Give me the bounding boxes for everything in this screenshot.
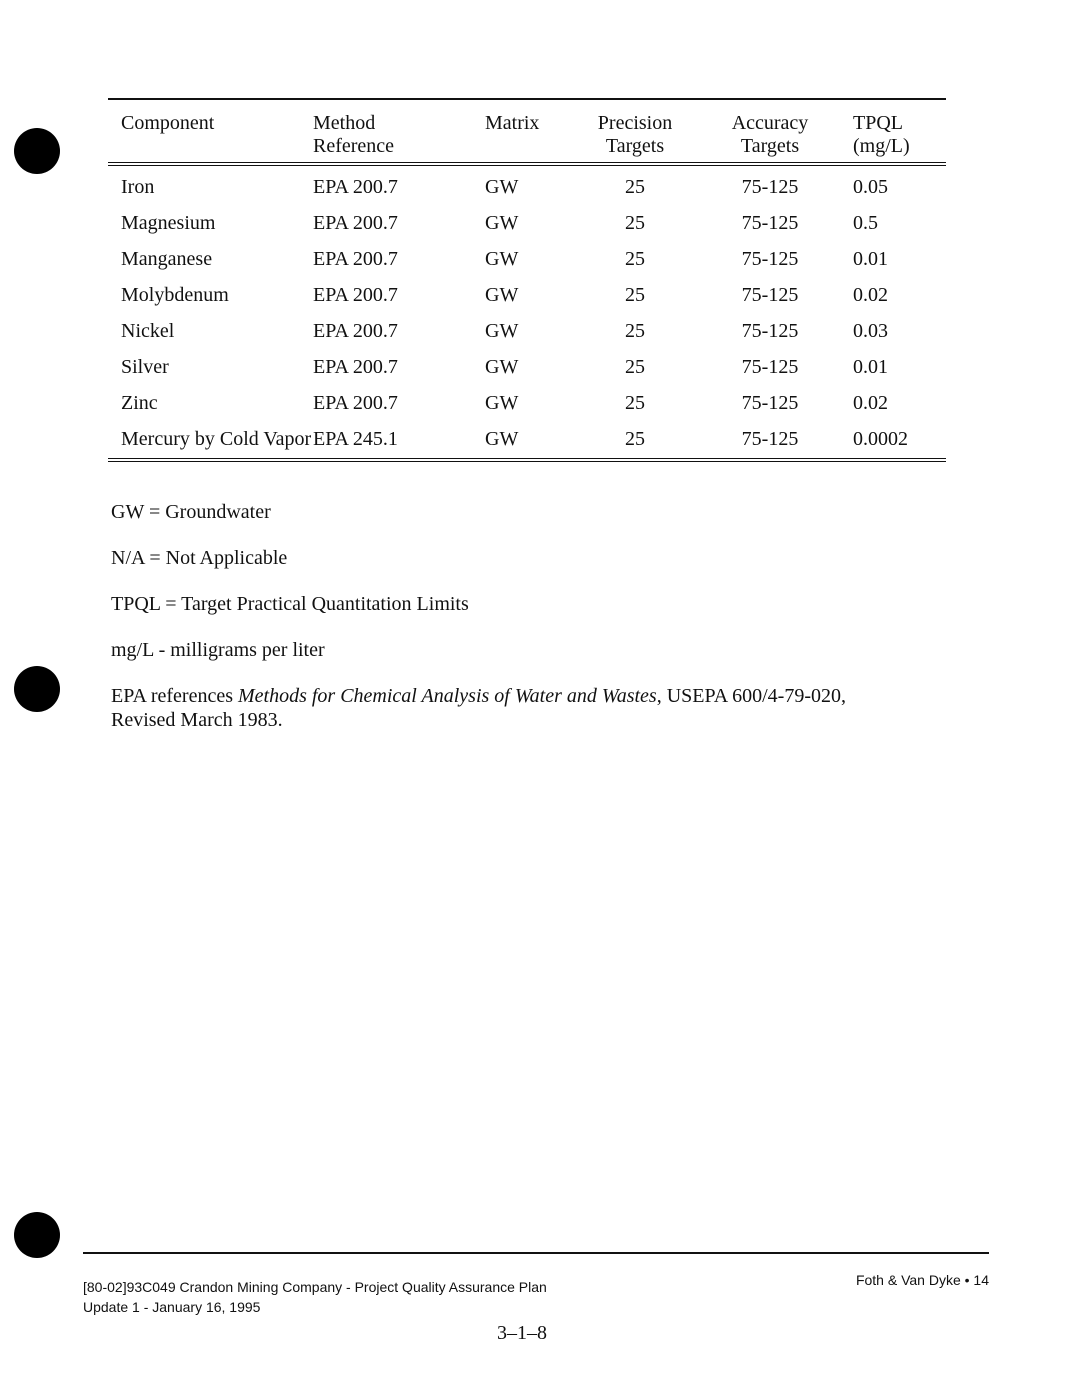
cell-component: Iron [121,176,155,198]
header-component: Component [121,112,215,134]
cell-method: EPA 200.7 [313,176,398,198]
cell-precision: 25 [625,356,645,378]
cell-precision: 25 [625,320,645,342]
cell-component: Nickel [121,320,175,342]
punch-hole [14,128,60,174]
punch-hole [14,1212,60,1258]
note-gw: GW = Groundwater [111,501,271,523]
cell-precision: 25 [625,428,645,450]
cell-component: Zinc [121,392,158,414]
cell-precision: 25 [625,392,645,414]
cell-tpql: 0.03 [853,320,888,342]
footer-update: Update 1 - January 16, 1995 [83,1299,261,1315]
cell-matrix: GW [485,428,519,450]
cell-matrix: GW [485,176,519,198]
cell-accuracy: 75-125 [741,176,799,198]
qa-targets-table [108,98,946,462]
cell-precision: 25 [625,248,645,270]
page-number: 3–1–8 [497,1322,547,1344]
header-tpql: TPQL (mg/L) [853,112,910,157]
punch-hole [14,666,60,712]
cell-method: EPA 200.7 [313,248,398,270]
cell-accuracy: 75-125 [741,392,799,414]
cell-method: EPA 200.7 [313,284,398,306]
cell-tpql: 0.01 [853,356,888,378]
header-matrix: Matrix [485,112,540,134]
cell-component: Mercury by Cold Vapor [121,428,312,450]
table-row [108,278,946,314]
header-method-reference: Method Reference [313,112,395,157]
cell-matrix: GW [485,356,519,378]
note-tpql: TPQL = Target Practical Quantitation Limits [111,593,469,615]
cell-matrix: GW [485,320,519,342]
footer-divider [83,1252,989,1254]
footer-company-page: Foth & Van Dyke • 14 [855,1272,989,1288]
note-mgl: mg/L - milligrams per liter [111,639,325,661]
note-epa-references [111,684,911,732]
table-row [108,350,946,386]
cell-tpql: 0.02 [853,392,888,414]
cell-method: EPA 200.7 [313,320,398,342]
header-precision-targets: Precision Targets [597,112,673,157]
table-row [108,206,946,242]
header-accuracy-targets: Accuracy Targets [731,112,809,157]
cell-method: EPA 200.7 [313,356,398,378]
table-row [108,164,946,206]
table-notes [111,500,911,732]
table-header-row [108,99,946,164]
table-row [108,242,946,278]
footer-doc-info [83,1277,547,1317]
cell-accuracy: 75-125 [741,356,799,378]
cell-tpql: 0.02 [853,284,888,306]
cell-component: Silver [121,356,169,378]
cell-precision: 25 [625,212,645,234]
cell-tpql: 0.01 [853,248,888,270]
cell-accuracy: 75-125 [741,284,799,306]
cell-tpql: 0.05 [853,176,888,198]
table-row [108,422,946,460]
cell-accuracy: 75-125 [741,320,799,342]
epa-prefix: EPA references [111,685,238,707]
cell-method: EPA 200.7 [313,392,398,414]
cell-matrix: GW [485,392,519,414]
cell-matrix: GW [485,212,519,234]
cell-component: Manganese [121,248,213,270]
cell-tpql: 0.0002 [853,428,908,450]
epa-title: Methods for Chemical Analysis of Water and Wastes [238,685,657,707]
note-na: N/A = Not Applicable [111,547,288,569]
cell-method: EPA 200.7 [313,212,398,234]
footer-doc-id: [80-02]93C049 Crandon Mining Company - Project Quality Assurance Plan [83,1279,547,1295]
cell-precision: 25 [625,284,645,306]
cell-accuracy: 75-125 [741,248,799,270]
epa-suffix: , USEPA 600/4-79-020, Revised March 1983. [111,685,846,731]
cell-matrix: GW [485,284,519,306]
cell-accuracy: 75-125 [741,212,799,234]
cell-component: Molybdenum [121,284,229,306]
cell-method: EPA 245.1 [313,428,398,450]
cell-tpql: 0.5 [853,212,878,234]
cell-precision: 25 [625,176,645,198]
table-row [108,314,946,350]
cell-accuracy: 75-125 [741,428,799,450]
cell-component: Magnesium [121,212,216,234]
cell-matrix: GW [485,248,519,270]
table-row [108,386,946,422]
